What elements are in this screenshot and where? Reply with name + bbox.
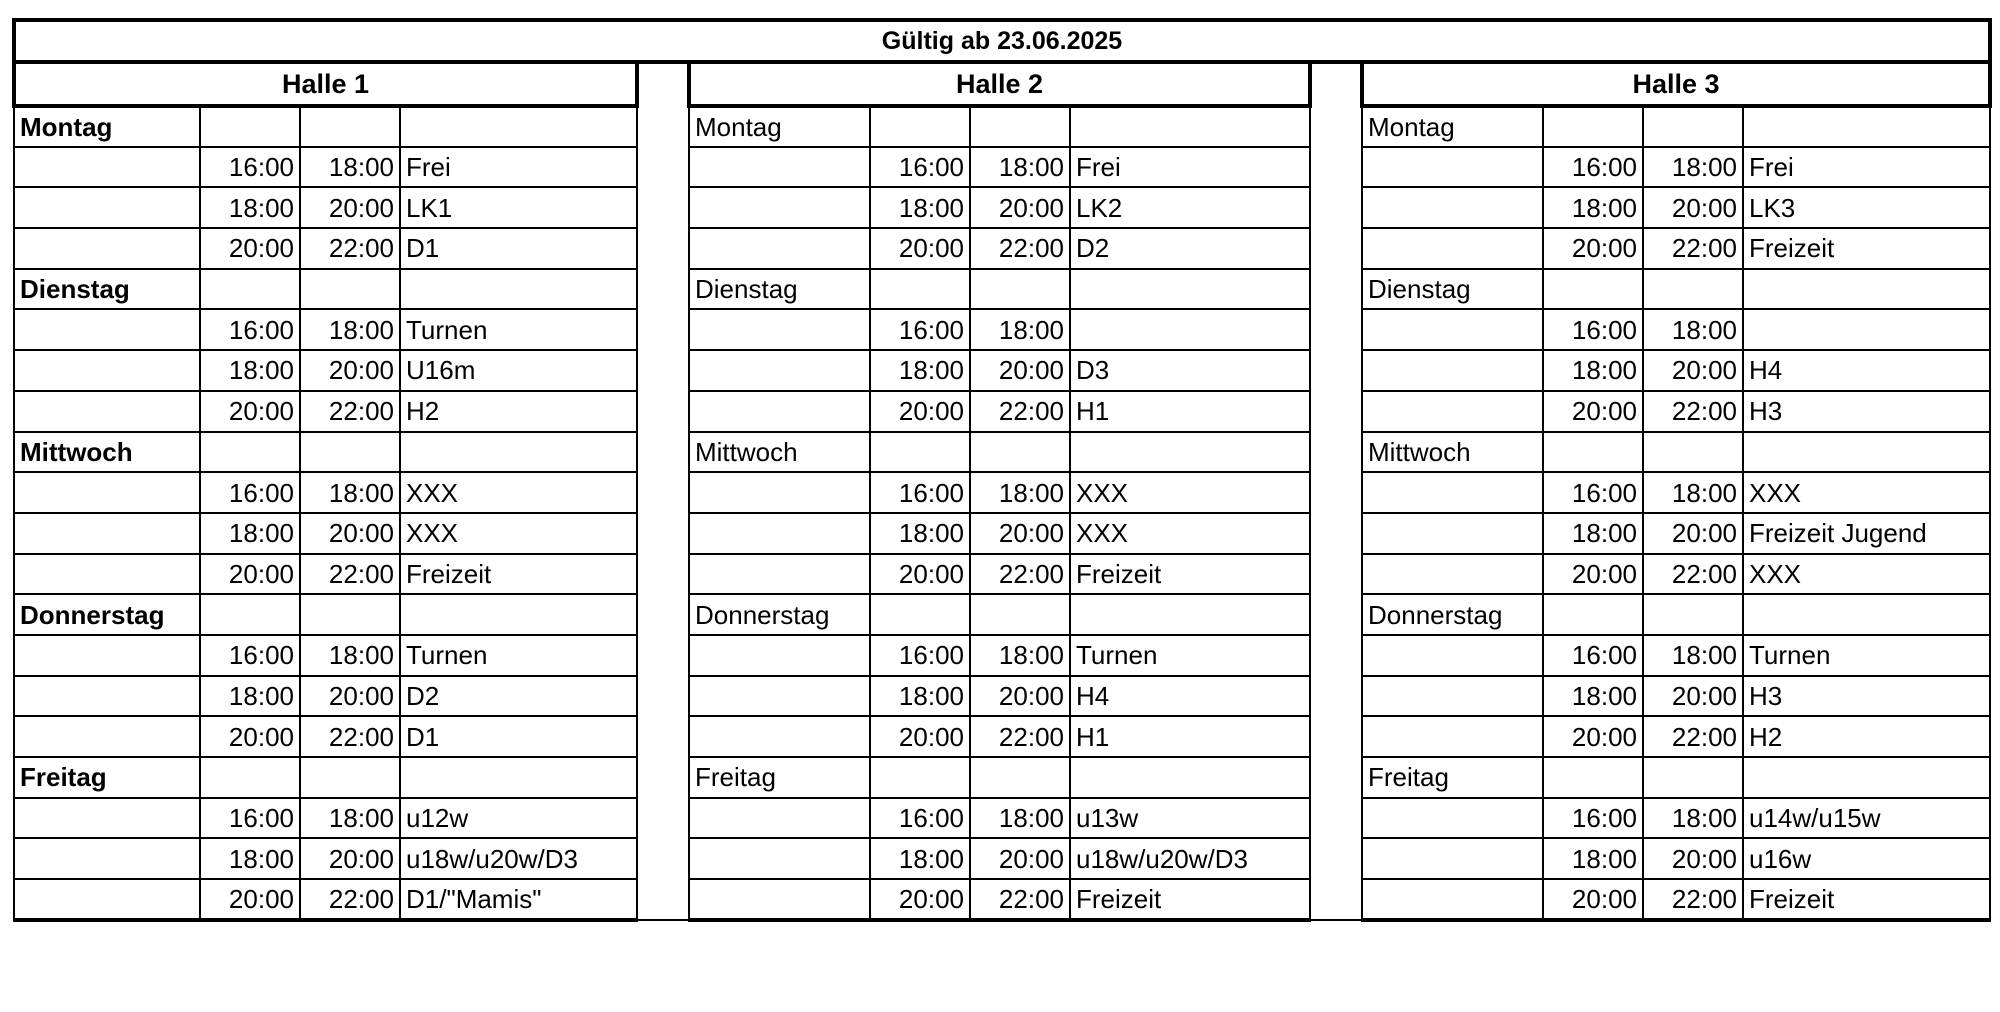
slot-start-time: 18:00 — [200, 676, 300, 717]
empty-cell — [1643, 106, 1743, 147]
column-gap — [1310, 62, 1362, 920]
slot-start-time: 20:00 — [1543, 228, 1643, 269]
slot-start-time: 16:00 — [1543, 147, 1643, 188]
slot-activity: D3 — [1070, 350, 1310, 391]
slot-end-time: 18:00 — [970, 309, 1070, 350]
empty-cell — [689, 147, 870, 188]
table-row — [14, 798, 1990, 839]
slot-start-time: 18:00 — [200, 350, 300, 391]
slot-start-time: 16:00 — [870, 798, 970, 839]
empty-cell — [1362, 187, 1543, 228]
empty-cell — [689, 798, 870, 839]
slot-activity: Turnen — [1743, 635, 1990, 676]
slot-start-time: 16:00 — [200, 472, 300, 513]
empty-cell — [1362, 472, 1543, 513]
hall-3-header: Halle 3 — [1362, 62, 1990, 106]
day-label: Freitag — [1362, 757, 1543, 798]
slot-end-time: 22:00 — [300, 554, 400, 595]
slot-end-time: 22:00 — [300, 228, 400, 269]
slot-start-time: 16:00 — [1543, 798, 1643, 839]
slot-activity: Freizeit — [1070, 554, 1310, 595]
empty-cell — [689, 554, 870, 595]
day-header-row — [14, 594, 1990, 635]
slot-end-time: 18:00 — [300, 635, 400, 676]
slot-start-time: 20:00 — [870, 391, 970, 432]
slot-end-time: 18:00 — [970, 472, 1070, 513]
slot-start-time: 18:00 — [870, 838, 970, 879]
slot-activity: H3 — [1743, 676, 1990, 717]
slot-start-time: 20:00 — [870, 879, 970, 920]
empty-cell — [1362, 309, 1543, 350]
empty-cell — [14, 879, 200, 920]
slot-end-time: 22:00 — [1643, 554, 1743, 595]
empty-cell — [1643, 594, 1743, 635]
empty-cell — [870, 432, 970, 473]
empty-cell — [14, 676, 200, 717]
empty-cell — [1743, 269, 1990, 310]
day-label: Donnerstag — [689, 594, 870, 635]
day-header-row — [14, 269, 1990, 310]
slot-end-time: 18:00 — [300, 147, 400, 188]
empty-cell — [870, 594, 970, 635]
slot-end-time: 22:00 — [970, 879, 1070, 920]
slot-start-time: 20:00 — [200, 716, 300, 757]
column-gap — [637, 62, 689, 920]
slot-activity: u18w/u20w/D3 — [1070, 838, 1310, 879]
slot-end-time: 18:00 — [1643, 147, 1743, 188]
slot-start-time: 16:00 — [200, 635, 300, 676]
empty-cell — [400, 594, 637, 635]
slot-start-time: 18:00 — [1543, 187, 1643, 228]
slot-activity: XXX — [1743, 554, 1990, 595]
empty-cell — [14, 838, 200, 879]
slot-activity: XXX — [400, 513, 637, 554]
empty-cell — [1070, 594, 1310, 635]
slot-end-time: 22:00 — [1643, 716, 1743, 757]
slot-start-time: 18:00 — [1543, 838, 1643, 879]
slot-end-time: 22:00 — [1643, 228, 1743, 269]
empty-cell — [14, 187, 200, 228]
day-label: Freitag — [689, 757, 870, 798]
empty-cell — [14, 350, 200, 391]
day-label: Donnerstag — [14, 594, 200, 635]
empty-cell — [14, 635, 200, 676]
slot-end-time: 18:00 — [1643, 472, 1743, 513]
table-row — [14, 838, 1990, 879]
slot-start-time: 16:00 — [200, 309, 300, 350]
slot-end-time: 20:00 — [1643, 676, 1743, 717]
slot-activity: H2 — [400, 391, 637, 432]
slot-activity: Frei — [1070, 147, 1310, 188]
slot-activity — [1070, 309, 1310, 350]
empty-cell — [1070, 269, 1310, 310]
slot-end-time: 20:00 — [300, 350, 400, 391]
slot-end-time: 18:00 — [1643, 309, 1743, 350]
slot-activity: D2 — [400, 676, 637, 717]
empty-cell — [1743, 106, 1990, 147]
slot-activity: u13w — [1070, 798, 1310, 839]
empty-cell — [1362, 716, 1543, 757]
slot-start-time: 16:00 — [870, 472, 970, 513]
empty-cell — [870, 106, 970, 147]
slot-start-time: 16:00 — [200, 798, 300, 839]
empty-cell — [689, 228, 870, 269]
slot-end-time: 18:00 — [970, 798, 1070, 839]
empty-cell — [1362, 554, 1543, 595]
day-label: Mittwoch — [1362, 432, 1543, 473]
empty-cell — [14, 228, 200, 269]
day-header-row — [14, 106, 1990, 147]
empty-cell — [14, 716, 200, 757]
empty-cell — [1643, 757, 1743, 798]
hall-2-header: Halle 2 — [689, 62, 1310, 106]
day-label: Montag — [689, 106, 870, 147]
slot-activity: XXX — [1070, 472, 1310, 513]
empty-cell — [14, 391, 200, 432]
slot-end-time: 18:00 — [1643, 635, 1743, 676]
slot-start-time: 18:00 — [1543, 513, 1643, 554]
slot-activity: D2 — [1070, 228, 1310, 269]
empty-cell — [689, 879, 870, 920]
slot-start-time: 16:00 — [1543, 472, 1643, 513]
day-label: Mittwoch — [14, 432, 200, 473]
slot-activity: Freizeit — [1743, 228, 1990, 269]
empty-cell — [689, 472, 870, 513]
empty-cell — [300, 269, 400, 310]
slot-end-time: 20:00 — [970, 513, 1070, 554]
slot-start-time: 18:00 — [870, 676, 970, 717]
empty-cell — [300, 757, 400, 798]
empty-cell — [970, 269, 1070, 310]
slot-end-time: 20:00 — [300, 676, 400, 717]
empty-cell — [1362, 838, 1543, 879]
day-label: Mittwoch — [689, 432, 870, 473]
table-row — [14, 879, 1990, 920]
empty-cell — [1543, 269, 1643, 310]
empty-cell — [1543, 594, 1643, 635]
empty-cell — [400, 757, 637, 798]
slot-start-time: 18:00 — [870, 350, 970, 391]
empty-cell — [300, 106, 400, 147]
empty-cell — [1643, 269, 1743, 310]
slot-activity: D1 — [400, 228, 637, 269]
slot-end-time: 18:00 — [300, 798, 400, 839]
empty-cell — [200, 432, 300, 473]
slot-activity: u12w — [400, 798, 637, 839]
empty-cell — [1362, 879, 1543, 920]
schedule-table — [12, 18, 1992, 922]
slot-start-time: 20:00 — [200, 228, 300, 269]
slot-end-time: 22:00 — [970, 228, 1070, 269]
empty-cell — [1743, 594, 1990, 635]
table-row — [14, 147, 1990, 188]
slot-end-time: 18:00 — [1643, 798, 1743, 839]
slot-activity: u18w/u20w/D3 — [400, 838, 637, 879]
slot-end-time: 22:00 — [300, 391, 400, 432]
slot-end-time: 20:00 — [970, 838, 1070, 879]
slot-activity: Turnen — [400, 309, 637, 350]
slot-end-time: 18:00 — [970, 635, 1070, 676]
table-row — [14, 472, 1990, 513]
empty-cell — [400, 269, 637, 310]
slot-end-time: 20:00 — [300, 513, 400, 554]
empty-cell — [14, 309, 200, 350]
slot-start-time: 18:00 — [200, 513, 300, 554]
slot-end-time: 20:00 — [1643, 187, 1743, 228]
empty-cell — [1743, 432, 1990, 473]
empty-cell — [1362, 676, 1543, 717]
day-label: Dienstag — [689, 269, 870, 310]
slot-start-time: 18:00 — [200, 187, 300, 228]
empty-cell — [689, 676, 870, 717]
slot-end-time: 18:00 — [970, 147, 1070, 188]
empty-cell — [1362, 513, 1543, 554]
slot-activity: U16m — [400, 350, 637, 391]
slot-activity: Freizeit Jugend — [1743, 513, 1990, 554]
slot-activity: LK1 — [400, 187, 637, 228]
slot-start-time: 20:00 — [870, 554, 970, 595]
slot-start-time: 20:00 — [200, 554, 300, 595]
empty-cell — [400, 106, 637, 147]
empty-cell — [1643, 432, 1743, 473]
slot-start-time: 20:00 — [200, 879, 300, 920]
slot-start-time: 18:00 — [1543, 350, 1643, 391]
slot-end-time: 20:00 — [970, 350, 1070, 391]
slot-start-time: 20:00 — [1543, 879, 1643, 920]
table-row — [14, 513, 1990, 554]
table-row — [14, 391, 1990, 432]
slot-activity: XXX — [1743, 472, 1990, 513]
empty-cell — [689, 513, 870, 554]
day-label: Dienstag — [1362, 269, 1543, 310]
slot-activity: H4 — [1070, 676, 1310, 717]
empty-cell — [1543, 757, 1643, 798]
slot-end-time: 20:00 — [1643, 838, 1743, 879]
slot-end-time: 22:00 — [1643, 879, 1743, 920]
empty-cell — [689, 187, 870, 228]
slot-start-time: 16:00 — [870, 635, 970, 676]
slot-end-time: 20:00 — [300, 187, 400, 228]
slot-start-time: 20:00 — [200, 391, 300, 432]
empty-cell — [870, 269, 970, 310]
empty-cell — [14, 472, 200, 513]
empty-cell — [300, 594, 400, 635]
slot-activity: H1 — [1070, 716, 1310, 757]
slot-activity: D1 — [400, 716, 637, 757]
slot-start-time: 16:00 — [1543, 309, 1643, 350]
slot-activity: u14w/u15w — [1743, 798, 1990, 839]
empty-cell — [14, 513, 200, 554]
slot-start-time: 16:00 — [870, 147, 970, 188]
slot-activity: LK3 — [1743, 187, 1990, 228]
day-label: Montag — [1362, 106, 1543, 147]
slot-end-time: 20:00 — [300, 838, 400, 879]
slot-start-time: 20:00 — [870, 228, 970, 269]
slot-start-time: 20:00 — [1543, 554, 1643, 595]
slot-activity: H2 — [1743, 716, 1990, 757]
slot-activity — [1743, 309, 1990, 350]
slot-end-time: 22:00 — [300, 716, 400, 757]
empty-cell — [300, 432, 400, 473]
slot-end-time: 20:00 — [1643, 350, 1743, 391]
empty-cell — [1743, 757, 1990, 798]
slot-start-time: 20:00 — [1543, 391, 1643, 432]
table-row — [14, 309, 1990, 350]
empty-cell — [1362, 635, 1543, 676]
empty-cell — [970, 106, 1070, 147]
slot-activity: Frei — [400, 147, 637, 188]
day-label: Freitag — [14, 757, 200, 798]
slot-activity: H4 — [1743, 350, 1990, 391]
day-label: Montag — [14, 106, 200, 147]
table-row — [14, 676, 1990, 717]
slot-activity: XXX — [400, 472, 637, 513]
empty-cell — [1543, 432, 1643, 473]
slot-activity: Freizeit — [1070, 879, 1310, 920]
slot-end-time: 22:00 — [970, 716, 1070, 757]
empty-cell — [1070, 757, 1310, 798]
slot-end-time: 20:00 — [970, 676, 1070, 717]
slot-activity: H3 — [1743, 391, 1990, 432]
empty-cell — [200, 594, 300, 635]
slot-activity: H1 — [1070, 391, 1310, 432]
empty-cell — [1362, 350, 1543, 391]
day-header-row — [14, 432, 1990, 473]
table-row — [14, 716, 1990, 757]
page-title: Gültig ab 23.06.2025 — [14, 20, 1990, 62]
slot-start-time: 18:00 — [870, 187, 970, 228]
empty-cell — [1070, 432, 1310, 473]
slot-start-time: 18:00 — [200, 838, 300, 879]
slot-end-time: 22:00 — [970, 391, 1070, 432]
slot-activity: Frei — [1743, 147, 1990, 188]
slot-end-time: 22:00 — [970, 554, 1070, 595]
slot-start-time: 18:00 — [1543, 676, 1643, 717]
empty-cell — [200, 757, 300, 798]
slot-end-time: 20:00 — [1643, 513, 1743, 554]
empty-cell — [1362, 147, 1543, 188]
schedule-sheet — [12, 18, 1988, 922]
slot-activity: XXX — [1070, 513, 1310, 554]
day-label: Donnerstag — [1362, 594, 1543, 635]
empty-cell — [400, 432, 637, 473]
empty-cell — [200, 269, 300, 310]
slot-end-time: 22:00 — [1643, 391, 1743, 432]
slot-end-time: 18:00 — [300, 309, 400, 350]
empty-cell — [689, 635, 870, 676]
slot-activity: D1/"Mamis" — [400, 879, 637, 920]
empty-cell — [689, 309, 870, 350]
empty-cell — [14, 554, 200, 595]
empty-cell — [970, 757, 1070, 798]
slot-start-time: 16:00 — [1543, 635, 1643, 676]
table-row — [14, 350, 1990, 391]
empty-cell — [1362, 391, 1543, 432]
empty-cell — [689, 350, 870, 391]
slot-start-time: 16:00 — [870, 309, 970, 350]
slot-activity: LK2 — [1070, 187, 1310, 228]
slot-activity: u16w — [1743, 838, 1990, 879]
slot-start-time: 16:00 — [200, 147, 300, 188]
table-row — [14, 635, 1990, 676]
slot-start-time: 20:00 — [1543, 716, 1643, 757]
slot-start-time: 18:00 — [870, 513, 970, 554]
empty-cell — [1362, 798, 1543, 839]
empty-cell — [689, 391, 870, 432]
empty-cell — [1070, 106, 1310, 147]
empty-cell — [689, 838, 870, 879]
empty-cell — [14, 798, 200, 839]
table-row — [14, 228, 1990, 269]
empty-cell — [200, 106, 300, 147]
empty-cell — [689, 716, 870, 757]
slot-activity: Turnen — [1070, 635, 1310, 676]
slot-activity: Turnen — [400, 635, 637, 676]
day-label: Dienstag — [14, 269, 200, 310]
hall-1-header: Halle 1 — [14, 62, 637, 106]
empty-cell — [970, 432, 1070, 473]
table-row — [14, 187, 1990, 228]
slot-end-time: 20:00 — [970, 187, 1070, 228]
slot-end-time: 18:00 — [300, 472, 400, 513]
table-row — [14, 554, 1990, 595]
slot-end-time: 22:00 — [300, 879, 400, 920]
slot-activity: Freizeit — [1743, 879, 1990, 920]
empty-cell — [14, 147, 200, 188]
empty-cell — [970, 594, 1070, 635]
slot-activity: Freizeit — [400, 554, 637, 595]
empty-cell — [1362, 228, 1543, 269]
empty-cell — [870, 757, 970, 798]
day-header-row — [14, 757, 1990, 798]
empty-cell — [1543, 106, 1643, 147]
slot-start-time: 20:00 — [870, 716, 970, 757]
